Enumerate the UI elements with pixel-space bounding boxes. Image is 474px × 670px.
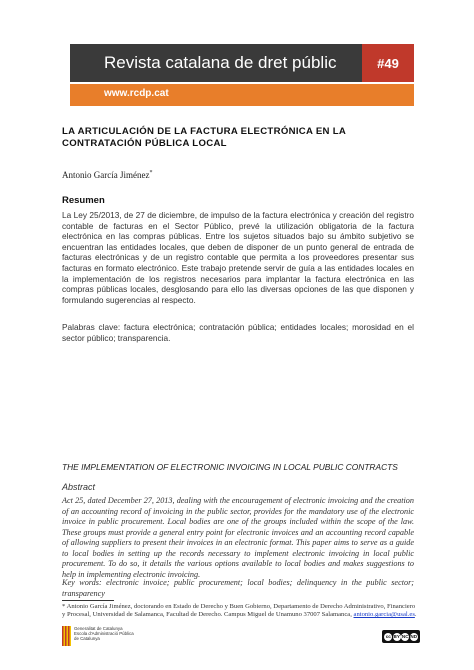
article-author <box>62 170 152 180</box>
author-footnote-marker: * <box>149 170 153 176</box>
resumen-keywords: Palabras clave: factura electrónica; contratación pública; entidades locales; morosidad en el sector público; transparencia. <box>62 322 414 343</box>
abstract-heading: Abstract <box>62 482 96 492</box>
publisher-name <box>74 626 134 642</box>
nd-icon: ND <box>410 634 418 639</box>
resumen-text: La Ley 25/2013, de 27 de diciembre, de impulso de la factura electrónica y creación del registro contable de facturas en el Sector Público, prevé la utilización obligatoria de la factura electrónica en las compras públicas. Entre los sujetos situados bajo su ámbito subjetivo se encuentran las entidades locales, que deben de disponer de un punto general de entrada de facturas electrónicas y de un registro contable que permita a los proveedores presentar sus facturas en formato electrónico. Este trabajo pretende servir de guía a las entidades locales en la implementación de los registros necesarios para implantar la factura electrónica en las compras públicas locales, desglosando para ello las diversas opciones de las que disponen y formulando sugerencias al respecto. <box>62 210 414 305</box>
publisher-line: Escola d'Administració Pública <box>74 631 134 637</box>
issue-number-badge: #49 <box>362 44 414 82</box>
abstract-keywords: Key words: electronic invoice; public procurement; local bodies; delinquency in the public sector; transparency <box>62 578 414 598</box>
email-period: . <box>414 611 417 619</box>
nc-icon: NC <box>401 634 409 639</box>
author-footnote-text: * Antonio García Jiménez, doctorando en Estado de Derecho y Buen Gobierno, Departamento de Derecho Administrativo, Financiero y Procesal, Universidad de Salamanca, Facultad de Derecho. Campus Miguel de Unamuno 37007 Salamanca, <box>62 603 416 619</box>
journal-title: Revista catalana de dret públic <box>104 53 337 72</box>
author-name: Antonio García Jiménez <box>62 170 150 180</box>
author-email-link[interactable]: antonio.garcia@usal.es <box>353 611 415 619</box>
publisher-logo <box>62 626 134 646</box>
resumen-heading: Resumen <box>62 195 105 206</box>
author-footnote <box>62 603 418 620</box>
cc-icon: cc <box>385 634 391 639</box>
catalonia-flag-icon <box>62 626 71 646</box>
article-title: LA ARTICULACIÓN DE LA FACTURA ELECTRÓNICA EN LA CONTRATACIÓN PÚBLICA LOCAL <box>62 126 346 149</box>
publisher-line: Generalitat de Catalunya <box>74 626 123 631</box>
english-title: THE IMPLEMENTATION OF ELECTRONIC INVOICING IN LOCAL PUBLIC CONTRACTS <box>62 462 398 472</box>
creative-commons-license-badge[interactable] <box>382 630 420 643</box>
publisher-line: de Catalunya <box>74 636 100 642</box>
footnote-divider <box>62 600 114 601</box>
journal-url-link[interactable]: www.rcdp.cat <box>104 88 169 99</box>
abstract-text: Act 25, dated December 27, 2013, dealing with the encouragement of electronic invoicing and the creation of an accounting record of invoicing in the public sector, provides for the mandatory use of the electronic invoice in public procurement. Local bodies are one of the groups included within the scope of the law. These groups must provide a general entry point for electronic invoices and an accounting record capable of allowing suppliers to present their invoices in an electronic format. This paper aims to serve as a guide to local bodies in setting up the records necessary to implement electronic invoicing in local public procurement. To do so, it details the various options available to local bodies and makes suggestions to help in implementing electronic invoicing. <box>62 496 414 579</box>
by-icon: BY <box>393 634 400 639</box>
